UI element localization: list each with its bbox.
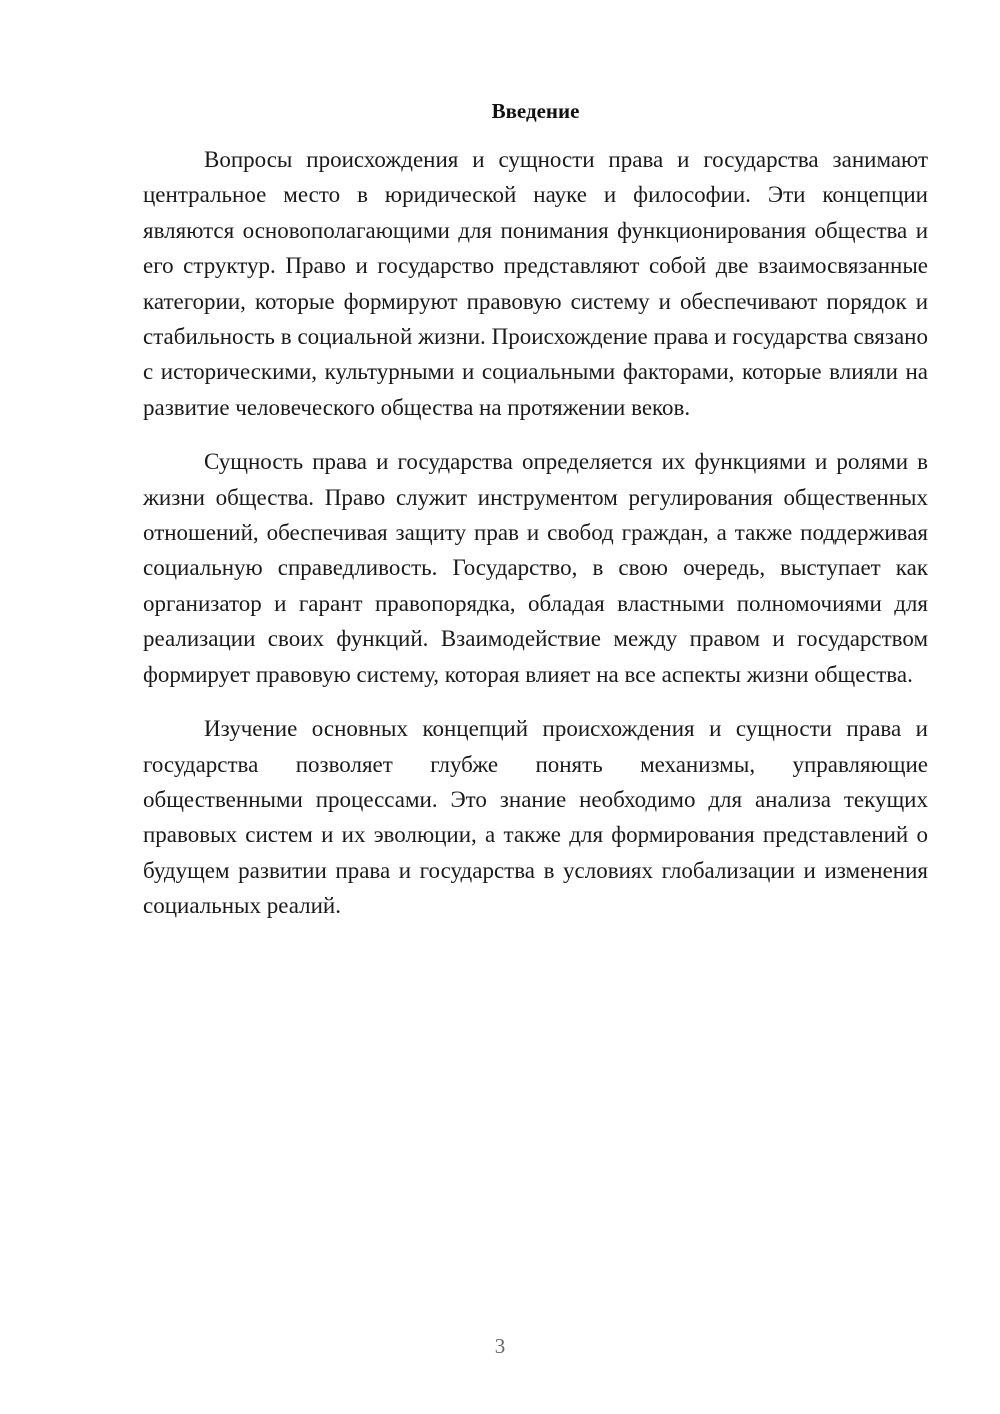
section-heading: Введение xyxy=(491,99,580,123)
paragraph-3: Изучение основных концепций происхождения и сущности права и государства позволяет глубже понять механизмы, управляющие общественными процессами. Это знание необходимо для анализа текущих правовых систем и их эволюции, а также для формирования представлений о будущем развитии права и государства в условиях глобализации и изменения социальных реалий. xyxy=(143,716,928,919)
paragraph-2: Сущность права и государства определяется их функциями и ролями в жизни общества. Право служит инструментом регулирования общественных отношений, обеспечивая защиту прав и свобод граждан, а также поддерживая социальную справедливость. Государство, в свою очередь, выступает как организатор и гарант правопорядка, обладая властными полномочиями для реализации своих функций. Взаимодействие между правом и государством формирует правовую систему, которая влияет на все аспекты жизни общества. xyxy=(143,449,928,687)
body-text xyxy=(143,142,928,943)
page-number: 3 xyxy=(494,1334,506,1358)
paragraph-1: Вопросы происхождения и сущности права и государства занимают центральное место в юридической науке и философии. Эти концепции являются основополагающими для понимания функционирования общества и его структур. Право и государство представляют собой две взаимосвязанные категории, которые формируют правовую систему и обеспечивают порядок и стабильность в социальной жизни. Происхождение права и государства связано с историческими, культурными и социальными факторами, которые влияли на развитие человеческого общества на протяжении веков. xyxy=(143,147,928,420)
